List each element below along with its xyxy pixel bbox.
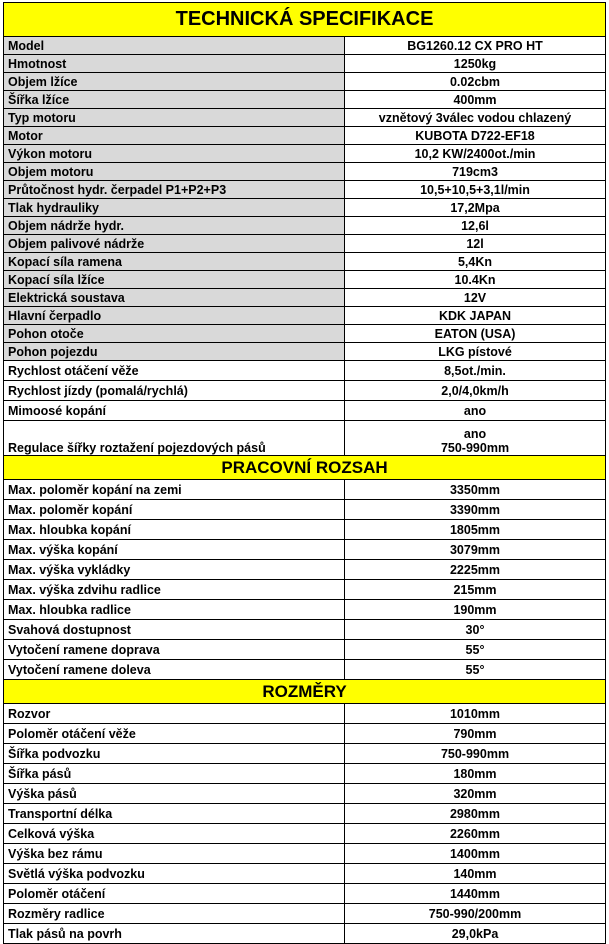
- spec-value: 12l: [345, 235, 606, 253]
- spec-value: 10,2 KW/2400ot./min: [345, 145, 606, 163]
- spec-label: Objem palivové nádrže: [4, 235, 345, 253]
- spec-row: [4, 361, 606, 381]
- spec-value: EATON (USA): [345, 325, 606, 343]
- spec-label: Výška bez rámu: [4, 844, 345, 864]
- spec-value: 320mm: [345, 784, 606, 804]
- spec-label: Kopací síla ramena: [4, 253, 345, 271]
- spec-label: Typ motoru: [4, 109, 345, 127]
- spec-label: Pohon pojezdu: [4, 343, 345, 361]
- spec-label: Max. výška vykládky: [4, 560, 345, 580]
- spec-row: [4, 55, 606, 73]
- spec-label: Elektrická soustava: [4, 289, 345, 307]
- spec-value-line: 750-990mm: [440, 441, 510, 455]
- spec-value: 55°: [345, 640, 606, 660]
- spec-value: 12,6l: [345, 217, 606, 235]
- spec-label: Světlá výška podvozku: [4, 864, 345, 884]
- spec-label: Svahová dostupnost: [4, 620, 345, 640]
- dimensions-row: [4, 704, 606, 724]
- spec-row: [4, 343, 606, 361]
- spec-label: Rychlost jízdy (pomalá/rychlá): [4, 381, 345, 401]
- spec-value: 3079mm: [345, 540, 606, 560]
- spec-value: [345, 421, 606, 456]
- working-range-row: [4, 560, 606, 580]
- spec-row: [4, 109, 606, 127]
- spec-row: [4, 307, 606, 325]
- spec-row: [4, 127, 606, 145]
- dimensions-row: [4, 784, 606, 804]
- spec-value: 140mm: [345, 864, 606, 884]
- spec-value: 215mm: [345, 580, 606, 600]
- spec-value: vznětový 3válec vodou chlazený: [345, 109, 606, 127]
- spec-label: Hmotnost: [4, 55, 345, 73]
- spec-label: Max. výška kopání: [4, 540, 345, 560]
- working-range-row: [4, 580, 606, 600]
- spec-value: 29,0kPa: [345, 924, 606, 944]
- spec-row: [4, 145, 606, 163]
- spec-row: [4, 37, 606, 55]
- spec-value: 12V: [345, 289, 606, 307]
- spec-value: 1440mm: [345, 884, 606, 904]
- spec-value: 30°: [345, 620, 606, 640]
- working-range-title: PRACOVNÍ ROZSAH: [4, 456, 606, 480]
- spec-row: [4, 235, 606, 253]
- spec-row: [4, 217, 606, 235]
- spec-value: 17,2Mpa: [345, 199, 606, 217]
- spec-label: Výkon motoru: [4, 145, 345, 163]
- spec-value: ano: [345, 401, 606, 421]
- spec-label: Šířka lžíce: [4, 91, 345, 109]
- spec-label: Tlak pásů na povrh: [4, 924, 345, 944]
- spec-label: Tlak hydrauliky: [4, 199, 345, 217]
- spec-value: 1805mm: [345, 520, 606, 540]
- spec-label: Výška pásů: [4, 784, 345, 804]
- spec-value: 719cm3: [345, 163, 606, 181]
- spec-label: Model: [4, 37, 345, 55]
- dimensions-row: [4, 904, 606, 924]
- dimensions-title: ROZMĚRY: [4, 680, 606, 704]
- spec-label: Vytočení ramene doprava: [4, 640, 345, 660]
- spec-label: Mimoosé kopání: [4, 401, 345, 421]
- spec-label: Regulace šířky roztažení pojezdových pásů: [4, 421, 345, 456]
- spec-value: 3390mm: [345, 500, 606, 520]
- spec-label: Pohon otoče: [4, 325, 345, 343]
- spec-row: [4, 199, 606, 217]
- spec-value: 180mm: [345, 764, 606, 784]
- spec-value: 750-990/200mm: [345, 904, 606, 924]
- spec-row: [4, 289, 606, 307]
- spec-row: [4, 73, 606, 91]
- spec-value: 1010mm: [345, 704, 606, 724]
- spec-label: Poloměr otáčení věže: [4, 724, 345, 744]
- dimensions-row: [4, 884, 606, 904]
- spec-label: Kopací síla lžíce: [4, 271, 345, 289]
- dimensions-row: [4, 824, 606, 844]
- dimensions-header-row: [4, 680, 606, 704]
- spec-value: 790mm: [345, 724, 606, 744]
- spec-label: Transportní délka: [4, 804, 345, 824]
- working-range-row: [4, 480, 606, 500]
- working-range-row: [4, 520, 606, 540]
- spec-row: [4, 91, 606, 109]
- spec-value: 2225mm: [345, 560, 606, 580]
- spec-value: 0.02cbm: [345, 73, 606, 91]
- spec-value: 190mm: [345, 600, 606, 620]
- spec-label: Poloměr otáčení: [4, 884, 345, 904]
- spec-value: BG1260.12 CX PRO HT: [345, 37, 606, 55]
- spec-row: [4, 253, 606, 271]
- spec-title: TECHNICKÁ SPECIFIKACE: [4, 3, 606, 37]
- spec-value: KDK JAPAN: [345, 307, 606, 325]
- spec-label: Motor: [4, 127, 345, 145]
- spec-label: Vytočení ramene doleva: [4, 660, 345, 680]
- spec-value: 2,0/4,0km/h: [345, 381, 606, 401]
- spec-value: 55°: [345, 660, 606, 680]
- spec-label: Max. poloměr kopání na zemi: [4, 480, 345, 500]
- spec-label: Celková výška: [4, 824, 345, 844]
- dimensions-row: [4, 764, 606, 784]
- spec-value: 10,5+10,5+3,1l/min: [345, 181, 606, 199]
- working-range-header-row: [4, 456, 606, 480]
- spec-label: Hlavní čerpadlo: [4, 307, 345, 325]
- spec-row: [4, 271, 606, 289]
- spec-value: 5,4Kn: [345, 253, 606, 271]
- spec-row: [4, 181, 606, 199]
- spec-value: 10.4Kn: [345, 271, 606, 289]
- spec-value: 750-990mm: [345, 744, 606, 764]
- spec-value: LKG pístové: [345, 343, 606, 361]
- spec-value: 8,5ot./min.: [345, 361, 606, 381]
- dimensions-row: [4, 924, 606, 944]
- spec-label: Max. výška zdvihu radlice: [4, 580, 345, 600]
- spec-row: [4, 163, 606, 181]
- spec-label: Max. poloměr kopání: [4, 500, 345, 520]
- spec-value: 1400mm: [345, 844, 606, 864]
- spec-label: Objem nádrže hydr.: [4, 217, 345, 235]
- spec-value: 3350mm: [345, 480, 606, 500]
- spec-value: 1250kg: [345, 55, 606, 73]
- spec-label: Objem motoru: [4, 163, 345, 181]
- dimensions-row: [4, 844, 606, 864]
- spec-label: Šířka podvozku: [4, 744, 345, 764]
- spec-value: 2260mm: [345, 824, 606, 844]
- spec-value-line: ano: [463, 427, 487, 441]
- spec-value: KUBOTA D722-EF18: [345, 127, 606, 145]
- working-range-row: [4, 660, 606, 680]
- spec-label: Max. hloubka radlice: [4, 600, 345, 620]
- spec-table: [3, 2, 606, 944]
- spec-label: Rychlost otáčení věže: [4, 361, 345, 381]
- spec-value: 400mm: [345, 91, 606, 109]
- working-range-row: [4, 640, 606, 660]
- spec-row: [4, 381, 606, 401]
- spec-label: Objem lžíce: [4, 73, 345, 91]
- working-range-row: [4, 540, 606, 560]
- spec-label: Rozměry radlice: [4, 904, 345, 924]
- spec-row: [4, 325, 606, 343]
- working-range-row: [4, 600, 606, 620]
- title-row: [4, 3, 606, 37]
- dimensions-row: [4, 744, 606, 764]
- spec-label: Průtočnost hydr. čerpadel P1+P2+P3: [4, 181, 345, 199]
- spec-label: Šířka pásů: [4, 764, 345, 784]
- spec-row: [4, 401, 606, 421]
- working-range-row: [4, 500, 606, 520]
- spec-label: Max. hloubka kopání: [4, 520, 345, 540]
- spec-label: Rozvor: [4, 704, 345, 724]
- spec-value: 2980mm: [345, 804, 606, 824]
- dimensions-row: [4, 804, 606, 824]
- spec-row: [4, 421, 606, 456]
- dimensions-row: [4, 724, 606, 744]
- dimensions-row: [4, 864, 606, 884]
- working-range-row: [4, 620, 606, 640]
